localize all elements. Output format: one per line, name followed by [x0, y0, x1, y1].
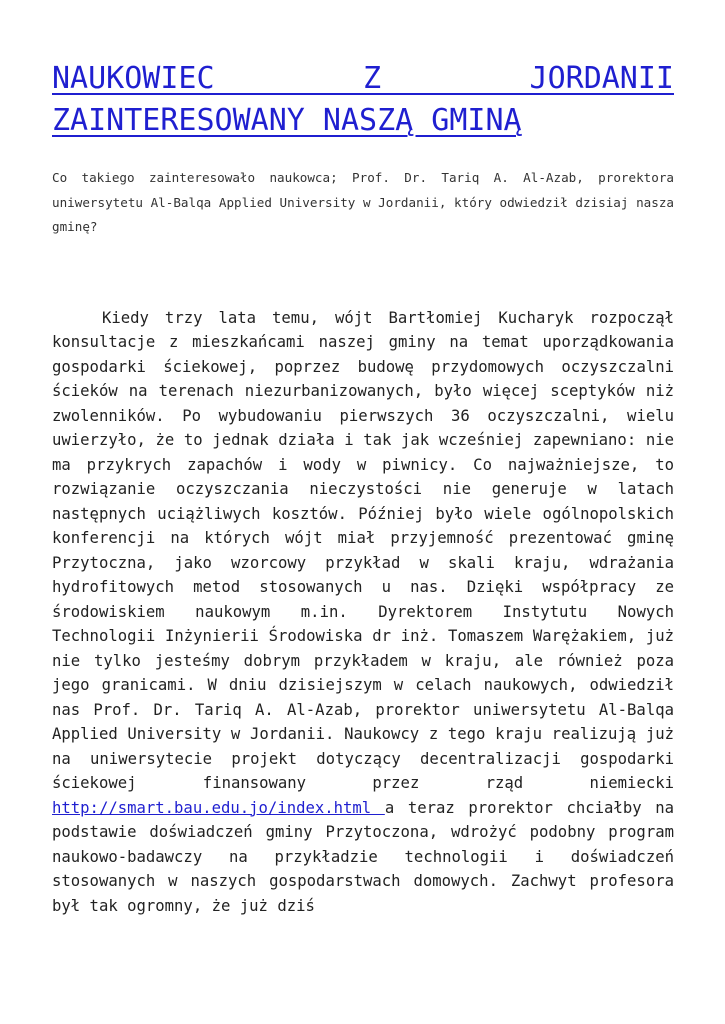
article [52, 58, 674, 918]
article-lead: Co takiego zainteresowało naukowca; Prof. Dr. Tariq A. Al-Azab, prorektora uniwersytetu Al-Balqa Applied University w Jordanii, który odwiedził dzisiaj nasza gminę? [52, 170, 674, 234]
article-title [52, 58, 674, 142]
project-link[interactable]: http://smart.bau.edu.jo/index.html [52, 798, 385, 817]
article-body [52, 306, 674, 919]
article-body-text: Kiedy trzy lata temu, wójt Bartłomiej Kucharyk rozpoczął konsultacje z mieszkańcami naszej gminy na temat uporządkowania gospodarki ściekowej, poprzez budowę przydomowych oczyszczalni ścieków na terenach niezurbanizowanych, było więcej sceptyków niż zwolenników. Po wybudowaniu pierwszych 36 oczyszczalni, wielu uwierzyło, że to jednak działa i tak jak wcześniej zapewniano: nie ma przykrych zapachów i wody w piwnicy. Co najważniejsze, to rozwiązanie oczyszczania nieczystości nie generuje w latach następnych uciążliwych kosztów. Później było wiele ogólnopolskich konferencji na których wójt miał przyjemność prezentować gminę Przytoczna, jako wzorcowy przykład w skali kraju, wdrażania hydrofitowych metod stosowanych u nas. Dzięki współpracy ze środowiskiem naukowym m.in. Dyrektorem Instytutu Nowych Technologii Inżynierii Środowiska dr inż. Tomaszem Warężakiem, już nie tylko jesteśmy dobrym przykładem w kraju, ale również poza jego granicami. W dniu dzisiejszym w celach naukowych, odwiedził nas Prof. Dr. Tariq A. Al-Azab, prorektor uniwersytetu Al-Balqa Applied University w Jordanii. Naukowcy z tego kraju realizują już na uniwersytecie projekt dotyczący decentralizacji gospodarki ściekowej finansowany przez rząd niemiecki [52, 308, 674, 792]
article-body-text-continued: a teraz prorektor chciałby na podstawie doświadczeń gminy Przytoczona, wdrożyć podobny program naukowo-badawczy na przykładzie technologii i doświadczeń stosowanych w naszych gospodarstwach domowych. Zachwyt profesora był tak ogromny, że już dziś [52, 798, 674, 915]
article-title-link[interactable]: NAUKOWIEC Z JORDANII ZAINTERESOWANY NASZĄ GMINĄ [52, 61, 674, 138]
